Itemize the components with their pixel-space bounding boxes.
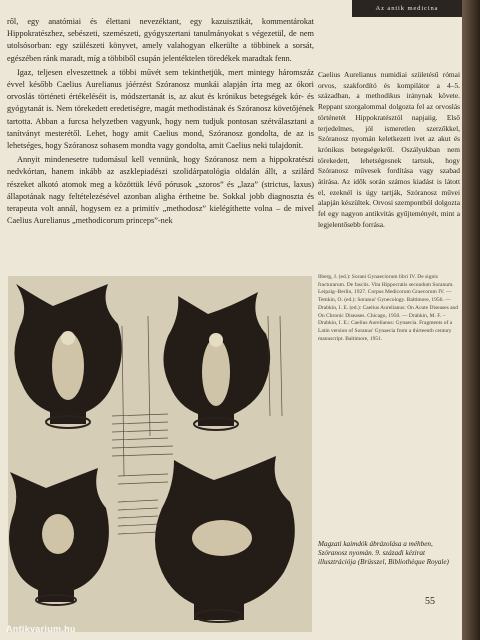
main-paragraph-2: Igaz, teljesen elveszettnek a többi művét sem tekinthetjük, mert mintegy háromszáz évvel később Caelius Aurelianus jóérzést Szóranosz munkái alapján írta meg az ókori orvoslás történeti értékeléséit is, módszertanát is, az akut és krónikus betegségek kór- és gyógytanát is. Nem törekedett eredetiségre, magát methodistának és Szóranosz követőjének tartotta. Abban a furcsa helyzetben vagyunk, hogy nem tudjuk pontosan szétválasztani a tanítványt mesterétől. Lehet, hogy amit Caelius mond, Szóranosz gondolta, de az is lehetséges, hogy Szóranosz sohasem mondta vagy gondolta, amit Caelius neki tulajdonít. xyxy=(7,67,314,151)
figure-caption xyxy=(318,540,460,568)
bibliography-notes xyxy=(318,274,460,343)
manuscript-illustration xyxy=(8,276,312,632)
book-spine-edge xyxy=(462,0,480,640)
main-paragraph-3: Annyit mindenesetre tudomásul kell vennünk, hogy Szóranosz nem a hippokratészi nedvkórtan, hanem inkább az aszklepiadészi szolidárpatológia oldalán állt, a szilárd részeket alkotó atomok meg a közöttük lévő pórusok „szoros” és „laza” (strictus, laxus) állapotának nagy feltételezésével azonban aligha érthetne be. Sokkal jobb diagnoszta és terapeuta volt annál, hogysem ez a primitív „methodosz” kielégíthette volna – de mivel Caelius Aurelianus „methodicorum princeps”-nek xyxy=(7,155,314,226)
figure-caption-text: Magzati kaimdók ábrázolása a méhben, Szóranosz nyomán. 9. századi kézirat illusztrációja (Brüsszel, Bibliothèque Royale) xyxy=(318,540,449,567)
main-paragraph-1: ről, egy anatómiai és élettani nevezéktant, egy kazuisztikát, kommentárokat Hippokratészhez, sebészeti, szemészeti, gyógyszertani tanulmányokat s végezetül, de nem utolsósorban: egy szülészeti könyvet, amely valahogyan elkerülte a többinek a sorsát, egészében ránk maradt, míg a többiből csupán jelentéktelen töredékek maradtak fenn. xyxy=(7,17,314,63)
main-text-column xyxy=(7,16,314,229)
sidebar-note xyxy=(318,70,460,231)
bibliography-text: Ilberg, J. (ed.): Sorani Gynaeciorum libri IV. De signis fracturarum. De fasciis. Vita Hippocratis secundum Soranum. Leipzig–Berlin, 1927. Corpus Medicorum Graecorum IV. — Temkin, O. (ed.): Soranus' Gynecology. Baltimore, 1956. — Drabkin, I. E. (ed.): Caelius Aurelianus: On Acute Diseases and On Chronic Diseases. Chicago, 1950. — Drabkin, M. F. – Drabkin, I. E.: Caelius Aurelianus: Gynaecia. Fragments of a Latin version of Soranus' Gynaecia from a thirteenth century manuscript. Baltimore, 1951. xyxy=(318,274,459,342)
running-head: Az antik medicina xyxy=(352,0,462,17)
manuscript-illustration-svg xyxy=(8,276,312,632)
page-number: 55 xyxy=(425,596,435,607)
sidebar-note-text: Caelius Aurelianus numidiai születésű római orvos, szakfordító és kompilátor a 4–5. században, a methodikus iránynak követe. Reppant szorgalommal dolgozta fel az orvoslás történetét Hippokratésztól napjaiig. Első terjedelmes, jól ismeretlen szerzőkkel, Szóranosz nyomán keletkezett ivet az akut és krónikus betegségekről. Oszályukban nem törekedett, lehetségesnek tartsuk, hogy Szóranosz művesek fordítása vagy szabad átírása. Az idők során számos kiadást is látott el, ezeknél is úgy tartják, Szóranosz művei alapján készültek. Orvosi szempontból dolgozta fel egy nagyon antikvitás gyűjteményét, mint a legjelentősebb forrása. xyxy=(318,70,460,229)
watermark: Antikvarium.hu xyxy=(6,624,76,634)
